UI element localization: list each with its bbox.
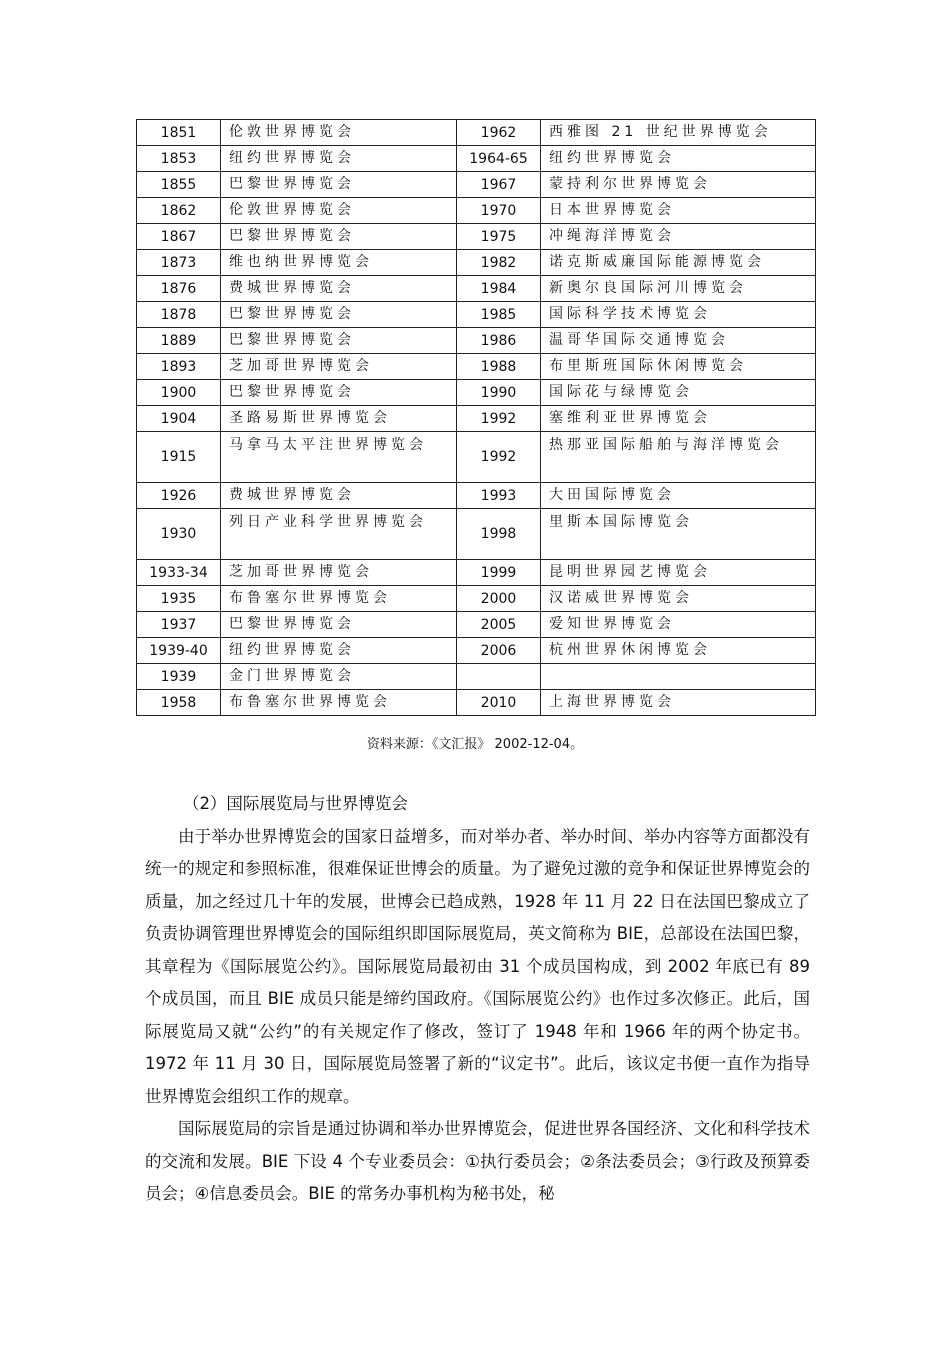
year-cell: 1930 [137, 509, 221, 560]
year-cell: 1962 [457, 120, 541, 146]
expo-name-cell: 国际花与绿博览会 [541, 380, 816, 406]
year-cell: 1876 [137, 276, 221, 302]
table-row [137, 509, 816, 560]
expo-name-cell: 金门世界博览会 [221, 664, 457, 690]
paragraph: 由于举办世界博览会的国家日益增多，而对举办者、举办时间、举办内容等方面都没有统一的规定和参照标准，很难保证世博会的质量。为了避免过激的竞争和保证世界博览会的质量，加之经过几十年的发展，世博会已趋成熟，1928 年 11 月 22 日在法国巴黎成立了负责协调管理世界博览会的国际组织即国际展览局，英文简称为 BIE，总部设在法国巴黎，其章程为《国际展览公约》。国际展览局最初由 31 个成员国构成，到 2002 年底已有 89 个成员国，而且 BIE 成员只能是缔约国政府。《国际展览公约》也作过多次修正。此后，国际展览局又就“公约”的有关规定作了修改，签订了 1948 年和 1966 年的两个协定书。1972 年 11 月 30 日，国际展览局签署了新的“议定书”。此后，该议定书便一直作为指导世界博览会组织工作的规章。 [145, 826, 810, 1106]
year-cell: 1988 [457, 354, 541, 380]
expo-name-cell [541, 664, 816, 690]
year-cell: 1992 [457, 432, 541, 483]
year-cell: 1900 [137, 380, 221, 406]
expo-name-cell: 芝加哥世界博览会 [221, 560, 457, 586]
year-cell: 1999 [457, 560, 541, 586]
expo-name-cell: 上海世界博览会 [541, 690, 816, 716]
year-cell: 2010 [457, 690, 541, 716]
table-row [137, 328, 816, 354]
year-cell: 1985 [457, 302, 541, 328]
year-cell: 1855 [137, 172, 221, 198]
table-row [137, 690, 816, 716]
expo-name-cell: 伦敦世界博览会 [221, 198, 457, 224]
expo-name-cell: 纽约世界博览会 [541, 146, 816, 172]
expo-name-cell: 温哥华国际交通博览会 [541, 328, 816, 354]
expo-name-cell: 热那亚国际船舶与海洋博览会 [541, 432, 816, 483]
expo-name-cell: 费城世界博览会 [221, 483, 457, 509]
expo-name-cell: 圣路易斯世界博览会 [221, 406, 457, 432]
table-row [137, 198, 816, 224]
table-row [137, 664, 816, 690]
table-row [137, 172, 816, 198]
expo-name-cell: 里斯本国际博览会 [541, 509, 816, 560]
expo-name-cell: 维也纳世界博览会 [221, 250, 457, 276]
year-cell: 1867 [137, 224, 221, 250]
expo-name-cell: 杭州世界休闲博览会 [541, 638, 816, 664]
table-row [137, 432, 816, 483]
expo-name-cell: 纽约世界博览会 [221, 146, 457, 172]
table-row [137, 638, 816, 664]
expo-table-body [137, 120, 816, 716]
year-cell: 1992 [457, 406, 541, 432]
year-cell: 1964-65 [457, 146, 541, 172]
table-row [137, 612, 816, 638]
year-cell: 1933-34 [137, 560, 221, 586]
table-row [137, 560, 816, 586]
year-cell: 1904 [137, 406, 221, 432]
expo-name-cell: 纽约世界博览会 [221, 638, 457, 664]
expo-name-cell: 布鲁塞尔世界博览会 [221, 586, 457, 612]
expo-name-cell: 巴黎世界博览会 [221, 172, 457, 198]
table-row [137, 250, 816, 276]
expo-name-cell: 巴黎世界博览会 [221, 302, 457, 328]
expo-name-cell: 巴黎世界博览会 [221, 224, 457, 250]
year-cell: 1862 [137, 198, 221, 224]
table-row [137, 224, 816, 250]
expo-name-cell: 日本世界博览会 [541, 198, 816, 224]
year-cell: 1939 [137, 664, 221, 690]
expo-name-cell: 国际科学技术博览会 [541, 302, 816, 328]
year-cell: 1990 [457, 380, 541, 406]
expo-name-cell: 冲绳海洋博览会 [541, 224, 816, 250]
expo-name-cell: 巴黎世界博览会 [221, 612, 457, 638]
expo-name-cell: 昆明世界园艺博览会 [541, 560, 816, 586]
year-cell: 1967 [457, 172, 541, 198]
expo-name-cell: 新奥尔良国际河川博览会 [541, 276, 816, 302]
year-cell: 1970 [457, 198, 541, 224]
year-cell: 1915 [137, 432, 221, 483]
section-title: （2）国际展览局与世界博览会 [182, 794, 408, 813]
year-cell: 1889 [137, 328, 221, 354]
year-cell: 1873 [137, 250, 221, 276]
year-cell: 1958 [137, 690, 221, 716]
table-row [137, 120, 816, 146]
table-row [137, 406, 816, 432]
paragraph: 国际展览局的宗旨是通过协调和举办世界博览会，促进世界各国经济、文化和科学技术的交流和发展。BIE 下设 4 个专业委员会：①执行委员会；②条法委员会；③行政及预算委员会；④信息委员会。BIE 的常务办事机构为秘书处，秘 [145, 1119, 810, 1203]
year-cell: 1993 [457, 483, 541, 509]
table-row [137, 483, 816, 509]
source-note: 资料来源：《文汇报》 2002-12-04。 [366, 737, 584, 752]
table-row [137, 380, 816, 406]
year-cell: 2000 [457, 586, 541, 612]
year-cell: 2005 [457, 612, 541, 638]
year-cell: 1935 [137, 586, 221, 612]
table-row [137, 302, 816, 328]
year-cell: 1851 [137, 120, 221, 146]
year-cell: 1998 [457, 509, 541, 560]
year-cell: 2006 [457, 638, 541, 664]
year-cell: 1878 [137, 302, 221, 328]
year-cell: 1939-40 [137, 638, 221, 664]
expo-name-cell: 伦敦世界博览会 [221, 120, 457, 146]
table-row [137, 146, 816, 172]
expo-name-cell: 汉诺威世界博览会 [541, 586, 816, 612]
expo-name-cell: 列日产业科学世界博览会 [221, 509, 457, 560]
year-cell: 1986 [457, 328, 541, 354]
year-cell: 1853 [137, 146, 221, 172]
expo-name-cell: 布里斯班国际休闲博览会 [541, 354, 816, 380]
year-cell: 1984 [457, 276, 541, 302]
year-cell: 1893 [137, 354, 221, 380]
expo-name-cell: 大田国际博览会 [541, 483, 816, 509]
expo-name-cell: 爱知世界博览会 [541, 612, 816, 638]
expo-name-cell: 诺克斯威廉国际能源博览会 [541, 250, 816, 276]
expo-name-cell: 西雅图 21 世纪世界博览会 [541, 120, 816, 146]
expo-name-cell: 巴黎世界博览会 [221, 380, 457, 406]
year-cell: 1982 [457, 250, 541, 276]
table-row [137, 354, 816, 380]
year-cell [457, 664, 541, 690]
year-cell: 1975 [457, 224, 541, 250]
year-cell: 1926 [137, 483, 221, 509]
expo-name-cell: 芝加哥世界博览会 [221, 354, 457, 380]
expo-history-table [136, 119, 816, 716]
table-row [137, 586, 816, 612]
article-body [145, 788, 810, 1211]
year-cell: 1937 [137, 612, 221, 638]
expo-name-cell: 蒙持利尔世界博览会 [541, 172, 816, 198]
expo-name-cell: 塞维利亚世界博览会 [541, 406, 816, 432]
expo-name-cell: 费城世界博览会 [221, 276, 457, 302]
table-row [137, 276, 816, 302]
expo-name-cell: 巴黎世界博览会 [221, 328, 457, 354]
expo-name-cell: 马拿马太平注世界博览会 [221, 432, 457, 483]
expo-name-cell: 布鲁塞尔世界博览会 [221, 690, 457, 716]
